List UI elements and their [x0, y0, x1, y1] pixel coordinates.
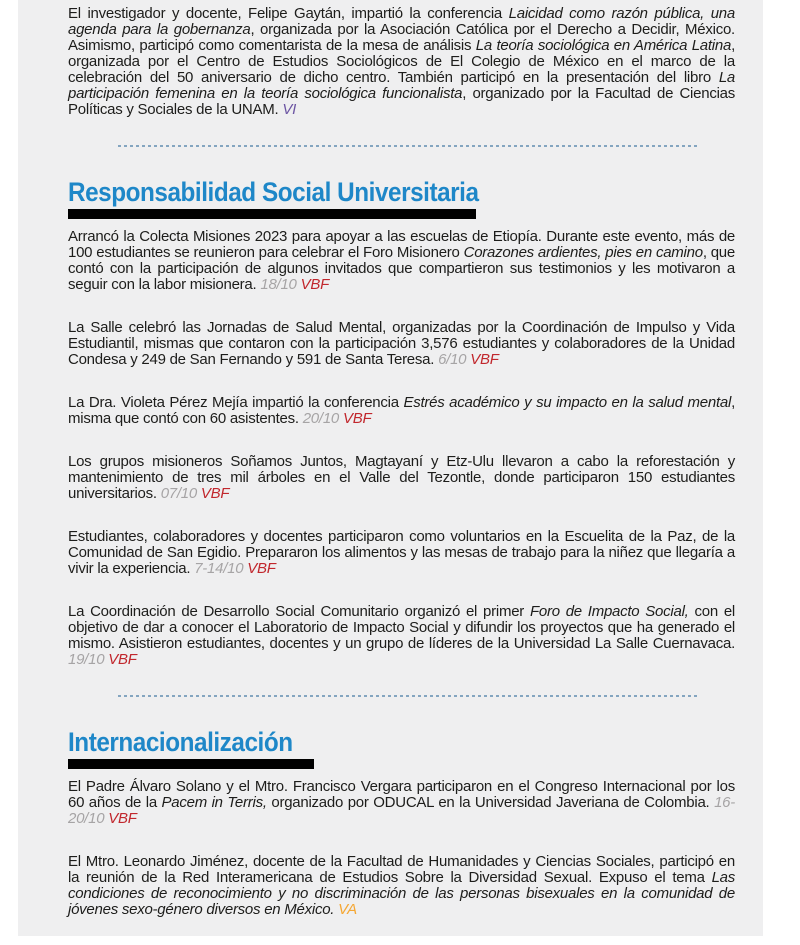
- paragraph: [68, 229, 735, 293]
- text-segment: 7-14/10: [194, 560, 248, 577]
- dashed-divider: [118, 145, 700, 147]
- text-segment: VBF: [470, 351, 499, 368]
- text-segment: VBF: [342, 410, 372, 427]
- text-segment: Pacem in Terris,: [161, 794, 267, 811]
- text-segment: La Dra. Violeta Pérez Mejía impartió la conferencia: [68, 394, 404, 411]
- intro-paragraph: [68, 6, 735, 118]
- section-header-internacionalizacion: [68, 729, 735, 769]
- paragraph: [68, 779, 735, 827]
- text-segment: , misma que contó con 60 asistentes.: [68, 394, 735, 427]
- paragraph: [68, 454, 735, 502]
- text-segment: Corazones ardientes, pies en camino: [463, 244, 703, 261]
- text-segment: , organizada por el Centro de Estudios Sociológicos de El Colegio de México en el marco de la celebración del 50 aniversario de dicho centro. También participó en la presentación del libro: [68, 37, 735, 86]
- title-underline-bar: [68, 759, 314, 769]
- text-segment: VBF: [200, 485, 230, 502]
- paragraph: [68, 604, 735, 668]
- paragraph: [68, 854, 735, 918]
- text-segment: VBF: [108, 810, 137, 827]
- text-segment: La Coordinación de Desarrollo Social Comunitario organizó el primer: [68, 603, 530, 620]
- text-segment: La Salle celebró las Jornadas de Salud Mental, organizadas por la Coordinación de Impulso y Vida Estudiantil, mismas que contaron con la participación 3,576 estudiantes y colaboradores de la Unidad Condesa y 249 de San Fernando y 591 de Santa Teresa.: [68, 319, 735, 368]
- text-segment: La teoría sociológica en América Latina: [475, 37, 732, 54]
- text-segment: , que contó con la participación de algunos invitados que compartieron sus testimonios y les motivaron a seguir con la labor misionera.: [68, 244, 735, 293]
- text-segment: organizado por ODUCAL en la Universidad Javeriana de Colombia.: [266, 794, 715, 811]
- title-underline-bar: [68, 209, 476, 219]
- text-segment: VI: [282, 101, 297, 118]
- text-segment: Estrés académico y su impacto en la salud mental: [403, 394, 732, 411]
- text-segment: Laicidad como razón pública, una agenda para la gobernanza: [68, 5, 735, 38]
- text-segment: El Padre Álvaro Solano y el Mtro. Francisco Vergara participaron en el Congreso Internacional por los 60 años de la: [68, 778, 735, 811]
- text-segment: VBF: [300, 276, 330, 293]
- text-segment: VBF: [247, 560, 276, 577]
- text-segment: 20/10: [302, 410, 343, 427]
- text-segment: La participación femenina en la teoría sociológica funcionalista: [68, 69, 735, 102]
- page-sheet: [18, 0, 763, 936]
- text-segment: 6/10: [438, 351, 471, 368]
- text-segment: con el objetivo de dar a conocer el Laboratorio de Impacto Social y difundir los proyectos que ha generado el mismo. Asistieron estudiantes, docentes y un grupo de líderes de la Universidad La Salle Cuernavaca.: [68, 603, 735, 652]
- text-segment: 18/10: [260, 276, 301, 293]
- section-title: Responsabilidad Social Universitaria: [68, 177, 479, 207]
- text-segment: Las condiciones de reconocimiento y no discriminación de las personas bisexuales en la comunidad de jóvenes sexo-género diversos en México.: [68, 869, 735, 918]
- section-title: Internacionalización: [68, 727, 293, 757]
- text-segment: 16-20/10: [68, 794, 736, 827]
- text-segment: El investigador y docente, Felipe Gaytán, impartió la conferencia: [68, 5, 509, 22]
- text-segment: , organizada por la Asociación Católica por el Derecho a Decidir, México. Asimismo, participó como comentarista de la mesa de análisis: [68, 21, 735, 54]
- text-segment: VBF: [108, 651, 137, 668]
- section-header-responsabilidad: [68, 179, 735, 219]
- text-segment: Arrancó la Colecta Misiones 2023 para apoyar a las escuelas de Etiopía. Durante este evento, más de 100 estudiantes se reunieron para celebrar el Foro Misionero: [68, 228, 735, 261]
- page-content: [18, 0, 763, 918]
- paragraph: [68, 529, 735, 577]
- text-segment: 07/10: [160, 485, 201, 502]
- text-segment: VA: [338, 901, 357, 918]
- text-segment: Foro de Impacto Social,: [529, 603, 689, 620]
- text-segment: Estudiantes, colaboradores y docentes participaron como voluntarios en la Escuelita de la Paz, de la Comunidad de San Egidio. Prepararon los alimentos y las mesas de trabajo para la niñez que llegaría a vivir la experiencia.: [68, 528, 735, 577]
- text-segment: Los grupos misioneros Soñamos Juntos, Magtayaní y Etz-Ulu llevaron a cabo la reforestación y mantenimiento de tres mil árboles en el Valle del Tezontle, donde participaron 150 estudiantes universitarios.: [68, 453, 735, 502]
- paragraph: [68, 395, 735, 427]
- dashed-divider: [118, 695, 700, 697]
- text-segment: , organizado por la Facultad de Ciencias Políticas y Sociales de la UNAM.: [68, 85, 735, 118]
- text-segment: 19/10: [68, 651, 109, 668]
- paragraph: [68, 320, 735, 368]
- text-segment: El Mtro. Leonardo Jiménez, docente de la Facultad de Humanidades y Ciencias Sociales, participó en la reunión de la Red Interamericana de Estudios Sobre la Diversidad Sexual. Expuso el tema: [68, 853, 735, 886]
